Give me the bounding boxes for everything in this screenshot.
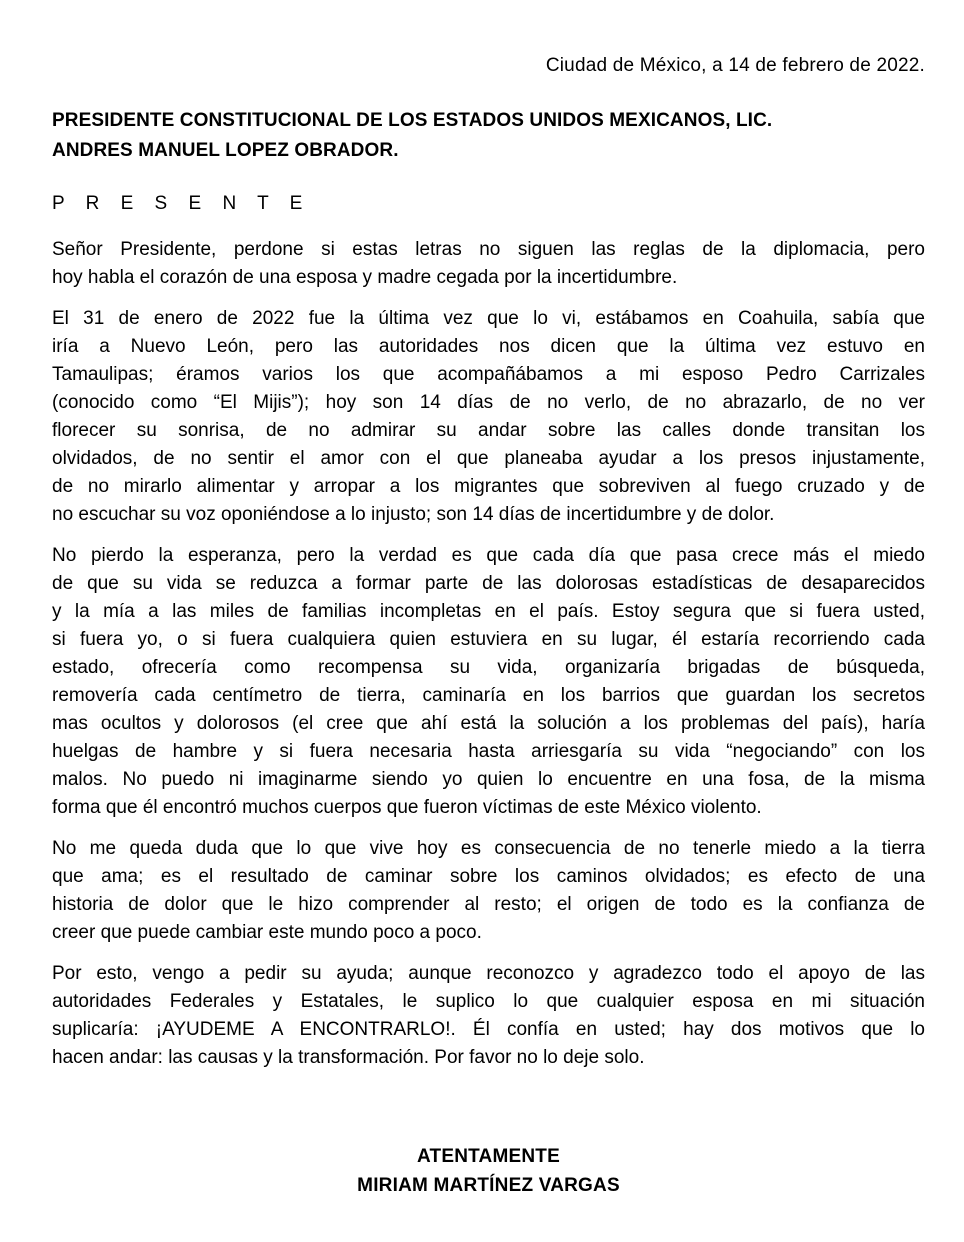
paragraph-line: iría a Nuevo León, pero las autoridades nos dicen que la última vez estuvo en xyxy=(52,336,925,357)
paragraph-line: suplicaría: ¡AYUDEME A ENCONTRARLO!. Él confía en usted; hay dos motivos que lo xyxy=(52,1019,925,1040)
paragraph-line: historia de dolor que le hizo comprender al resto; el origen de todo es la confianza de xyxy=(52,894,925,915)
paragraph-line: si fuera yo, o si fuera cualquiera quien estuviera en su lugar, él estaría recorriendo cada xyxy=(52,629,925,650)
paragraph-line: Señor Presidente, perdone si estas letras no siguen las reglas de la diplomacia, pero xyxy=(52,239,925,260)
body-paragraph xyxy=(52,542,925,822)
paragraph-line: y la mía a las miles de familias incompletas en el país. Estoy segura que si fuera usted, xyxy=(52,601,925,622)
letter-body xyxy=(52,236,925,1072)
signature-name: MIRIAM MARTÍNEZ VARGAS xyxy=(357,1175,620,1196)
paragraph-line: que ama; es el resultado de caminar sobre los caminos olvidados; es efecto de una xyxy=(52,866,925,887)
paragraph-line: Tamaulipas; éramos varios los que acompañábamos a mi esposo Pedro Carrizales xyxy=(52,364,925,385)
valediction: ATENTAMENTE xyxy=(417,1146,560,1167)
paragraph-line: autoridades Federales y Estatales, le suplico lo que cualquier esposa en mi situación xyxy=(52,991,925,1012)
recipient-block xyxy=(52,106,925,166)
paragraph-line: El 31 de enero de 2022 fue la última vez que lo vi, estábamos en Coahuila, sabía que xyxy=(52,308,925,329)
paragraph-line: olvidados, de no sentir el amor con el que planeaba ayudar a los presos injustamente, xyxy=(52,448,925,469)
body-paragraph xyxy=(52,835,925,947)
body-paragraph xyxy=(52,236,925,292)
paragraph-line: (conocido como “El Mijis”); hoy son 14 días de no verlo, de no abrazarlo, de no ver xyxy=(52,392,925,413)
recipient-line: PRESIDENTE CONSTITUCIONAL DE LOS ESTADOS UNIDOS MEXICANOS, LIC. xyxy=(52,110,773,131)
paragraph-line: estado, ofrecería como recompensa su vida, organizaría brigadas de búsqueda, xyxy=(52,657,925,678)
paragraph-line: No me queda duda que lo que vive hoy es consecuencia de no tenerle miedo a la tierra xyxy=(52,838,925,859)
paragraph-line: no escuchar su voz oponiéndose a lo injusto; son 14 días de incertidumbre y de dolor. xyxy=(52,504,775,525)
paragraph-line: creer que puede cambiar este mundo poco a poco. xyxy=(52,922,482,943)
body-paragraph xyxy=(52,305,925,529)
closing-block xyxy=(52,1142,925,1200)
salutation: P R E S E N T E xyxy=(52,193,311,214)
paragraph-line: de que su vida se reduzca a formar parte de las dolorosas estadísticas de desaparecidos xyxy=(52,573,925,594)
paragraph-line: florecer su sonrisa, de no admirar su andar sobre las calles donde transitan los xyxy=(52,420,925,441)
paragraph-line: huelgas de hambre y si fuera necesaria hasta arriesgaría su vida “negociando” con los xyxy=(52,741,925,762)
paragraph-line: malos. No puedo ni imaginarme siendo yo quien lo encuentre en una fosa, de la misma xyxy=(52,769,925,790)
body-paragraph xyxy=(52,960,925,1072)
paragraph-line: hoy habla el corazón de una esposa y madre cegada por la incertidumbre. xyxy=(52,267,678,288)
paragraph-line: No pierdo la esperanza, pero la verdad es que cada día que pasa crece más el miedo xyxy=(52,545,925,566)
paragraph-line: Por esto, vengo a pedir su ayuda; aunque reconozco y agradezco todo el apoyo de las xyxy=(52,963,925,984)
paragraph-line: hacen andar: las causas y la transformación. Por favor no lo deje solo. xyxy=(52,1047,645,1068)
paragraph-line: mas ocultos y dolorosos (el cree que ahí está la solución a los problemas del país), haría xyxy=(52,713,925,734)
recipient-line: ANDRES MANUEL LOPEZ OBRADOR. xyxy=(52,140,399,161)
paragraph-line: forma que él encontró muchos cuerpos que fueron víctimas de este México violento. xyxy=(52,797,762,818)
paragraph-line: removería cada centímetro de tierra, caminaría en los barrios que guardan los secretos xyxy=(52,685,925,706)
paragraph-line: de no mirarlo alimentar y arropar a los migrantes que sobreviven al fuego cruzado y de xyxy=(52,476,925,497)
date-line: Ciudad de México, a 14 de febrero de 2022. xyxy=(545,55,925,76)
